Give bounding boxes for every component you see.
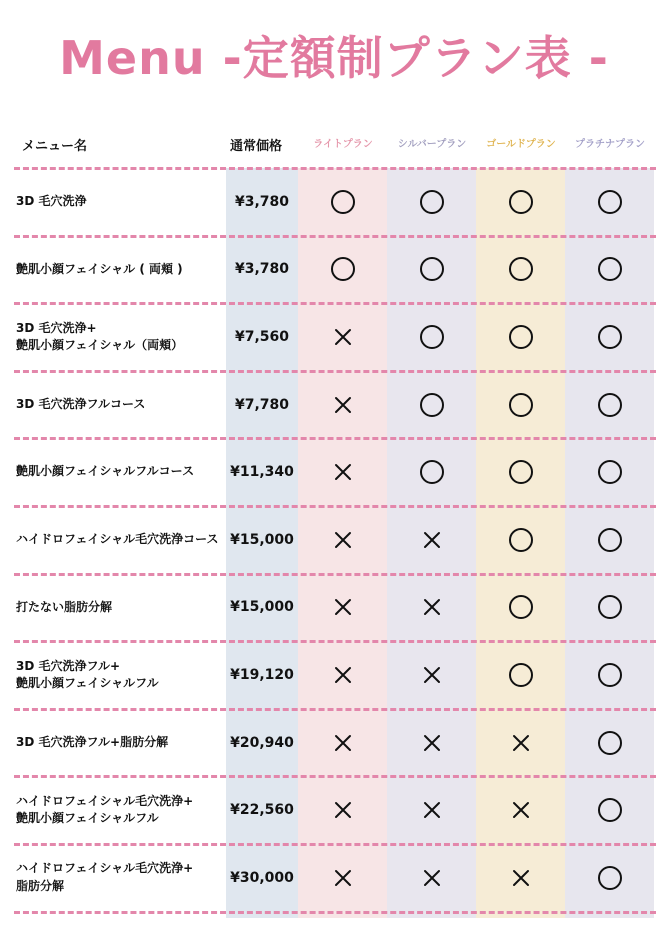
cross-icon bbox=[298, 506, 388, 574]
table-row bbox=[0, 303, 668, 371]
cross-icon bbox=[387, 574, 477, 642]
cross-icon bbox=[387, 506, 477, 574]
menu-item-price: ¥3,780 bbox=[234, 193, 290, 210]
menu-item-price: ¥3,780 bbox=[234, 261, 290, 278]
table-row bbox=[0, 776, 668, 844]
header-plan-gold: ゴールドプラン bbox=[486, 139, 556, 150]
menu-item-name: ハイドロフェイシャル毛穴洗浄+ 脂肪分解 bbox=[16, 861, 194, 893]
circle-icon bbox=[476, 236, 566, 304]
menu-item-name: 3D 毛穴洗浄フル+脂肪分解 bbox=[16, 734, 169, 749]
cross-icon bbox=[298, 438, 388, 506]
circle-icon bbox=[298, 236, 388, 304]
menu-item-price: ¥30,000 bbox=[230, 869, 294, 886]
circle-icon bbox=[565, 303, 655, 371]
circle-icon bbox=[387, 438, 477, 506]
header-menu-name: メニュー名 bbox=[22, 139, 88, 154]
circle-icon bbox=[476, 506, 566, 574]
cross-icon bbox=[298, 844, 388, 912]
circle-icon bbox=[565, 776, 655, 844]
menu-item-price: ¥15,000 bbox=[230, 599, 294, 616]
circle-icon bbox=[565, 641, 655, 709]
circle-icon bbox=[565, 709, 655, 777]
cross-icon bbox=[476, 776, 566, 844]
cross-icon bbox=[476, 844, 566, 912]
menu-item-name: 3D 毛穴洗浄フルコース bbox=[16, 396, 146, 411]
menu-item-name: ハイドロフェイシャル毛穴洗浄+ 艶肌小顔フェイシャルフル bbox=[16, 793, 194, 826]
menu-item-name: ハイドロフェイシャル毛穴洗浄コース bbox=[16, 532, 219, 547]
circle-icon bbox=[387, 168, 477, 236]
table-row bbox=[0, 236, 668, 304]
menu-item-price: ¥7,780 bbox=[234, 396, 290, 413]
menu-item-name: 3D 毛穴洗浄フル+ 艶肌小顔フェイシャルフル bbox=[16, 658, 159, 690]
circle-icon bbox=[476, 574, 566, 642]
cross-icon bbox=[298, 303, 388, 371]
circle-icon bbox=[565, 506, 655, 574]
cross-icon bbox=[298, 776, 388, 844]
circle-icon bbox=[387, 303, 477, 371]
cross-icon bbox=[387, 709, 477, 777]
cross-icon bbox=[387, 641, 477, 709]
cross-icon bbox=[298, 709, 388, 777]
cross-icon bbox=[298, 371, 388, 439]
menu-item-price: ¥7,560 bbox=[234, 328, 290, 345]
header-plan-silver: シルバープラン bbox=[397, 139, 467, 150]
circle-icon bbox=[565, 371, 655, 439]
table-row bbox=[0, 574, 668, 642]
cross-icon bbox=[387, 844, 477, 912]
menu-item-price: ¥20,940 bbox=[230, 734, 294, 751]
circle-icon bbox=[476, 438, 566, 506]
cross-icon bbox=[298, 574, 388, 642]
menu-item-price: ¥22,560 bbox=[230, 802, 294, 819]
circle-icon bbox=[387, 236, 477, 304]
menu-item-name: 艶肌小顔フェイシャル ( 両頬 ) bbox=[16, 261, 183, 276]
cross-icon bbox=[476, 709, 566, 777]
table-row bbox=[0, 168, 668, 236]
circle-icon bbox=[387, 371, 477, 439]
header-regular-price: 通常価格 bbox=[230, 139, 283, 154]
table-row bbox=[0, 371, 668, 439]
circle-icon bbox=[476, 168, 566, 236]
circle-icon bbox=[476, 303, 566, 371]
menu-item-price: ¥15,000 bbox=[230, 531, 294, 548]
circle-icon bbox=[298, 168, 388, 236]
circle-icon bbox=[565, 168, 655, 236]
table-row bbox=[0, 709, 668, 777]
menu-item-name: 打たない脂肪分解 bbox=[16, 599, 113, 614]
header-plan-platinum: プラチナプラン bbox=[575, 139, 645, 150]
circle-icon bbox=[565, 438, 655, 506]
table-row bbox=[0, 438, 668, 506]
table-row bbox=[0, 641, 668, 709]
menu-item-price: ¥19,120 bbox=[230, 666, 294, 683]
row-divider bbox=[14, 911, 656, 914]
cross-icon bbox=[387, 776, 477, 844]
circle-icon bbox=[565, 574, 655, 642]
menu-item-name: 3D 毛穴洗浄 bbox=[16, 194, 87, 209]
menu-item-name: 艶肌小顔フェイシャルフルコース bbox=[16, 464, 195, 479]
circle-icon bbox=[565, 844, 655, 912]
cross-icon bbox=[298, 641, 388, 709]
circle-icon bbox=[476, 371, 566, 439]
menu-item-name: 3D 毛穴洗浄+ 艶肌小顔フェイシャル（両頬） bbox=[16, 320, 184, 352]
header-plan-light: ライトプラン bbox=[313, 139, 373, 150]
table-row bbox=[0, 506, 668, 574]
table-row bbox=[0, 844, 668, 912]
circle-icon bbox=[565, 236, 655, 304]
circle-icon bbox=[476, 641, 566, 709]
page-title: Menu -定額制プラン表 - bbox=[59, 31, 609, 85]
menu-item-price: ¥11,340 bbox=[230, 464, 294, 481]
